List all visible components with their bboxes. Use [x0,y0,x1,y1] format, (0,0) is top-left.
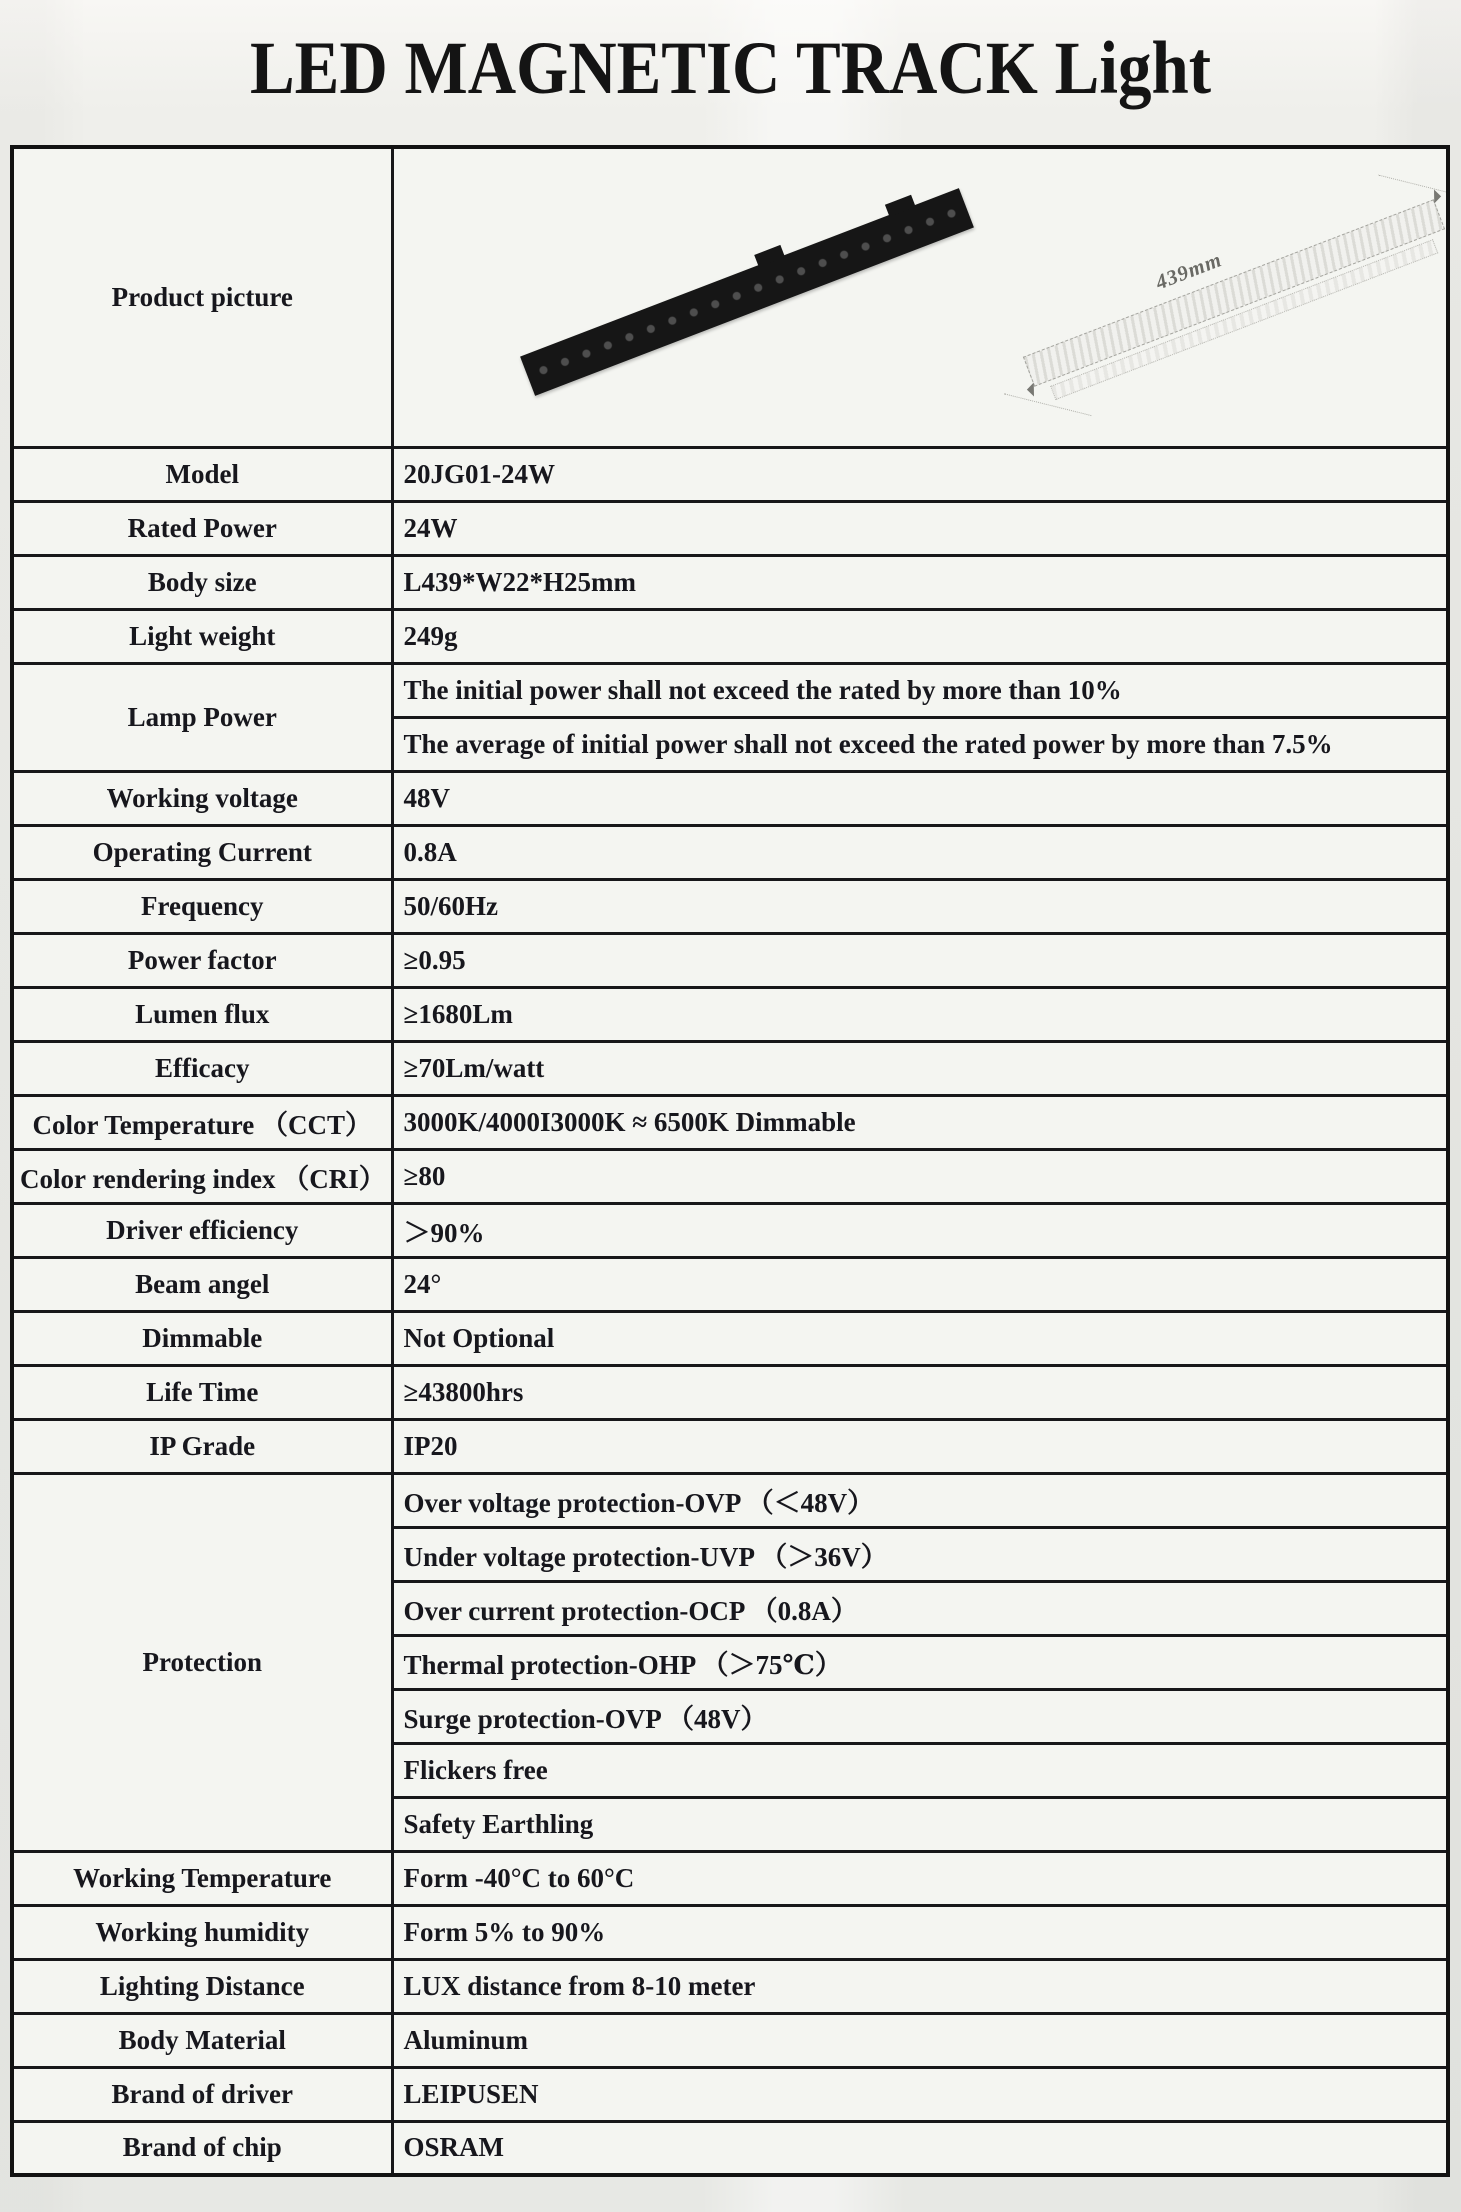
row-value-color-rendering-index: ≥80 [392,1149,1448,1203]
row-label-color-temperature: Color Temperature （CCT） [12,1095,392,1149]
row-label-light-weight: Light weight [12,609,392,663]
table-row-efficacy [12,1041,1448,1095]
row-label-life-time: Life Time [12,1365,392,1419]
row-label-dimmable: Dimmable [12,1311,392,1365]
row-value-lighting-distance: LUX distance from 8-10 meter [392,1959,1448,2013]
table-row-brand-of-driver [12,2067,1448,2121]
table-row-model [12,447,1448,501]
row-label-body-size: Body size [12,555,392,609]
row-value-working-voltage: 48V [392,771,1448,825]
table-row-ip-grade [12,1419,1448,1473]
row-label-driver-efficiency: Driver efficiency [12,1203,392,1257]
row-value-lamp-power-initial: The initial power shall not exceed the rated by more than 10% [392,663,1448,717]
row-label-power-factor: Power factor [12,933,392,987]
row-value-driver-efficiency: ＞90% [392,1203,1448,1257]
table-row-working-humidity [12,1905,1448,1959]
drawing-lower-face [1050,239,1438,400]
table-row-working-voltage [12,771,1448,825]
row-value-protection-ohp: Thermal protection-OHP （＞75℃） [392,1635,1448,1689]
dimension-guide-line [1003,393,1091,416]
product-picture-cell [392,147,1448,447]
dimension-label: 439mm [1151,247,1225,295]
table-row-frequency [12,879,1448,933]
dimension-drawing [1022,199,1444,387]
table-row-body-material [12,2013,1448,2067]
row-label-brand-of-chip: Brand of chip [12,2121,392,2175]
row-value-body-size: L439*W22*H25mm [392,555,1448,609]
product-photo-image [520,188,974,396]
row-value-lamp-power-average: The average of initial power shall not exceed the rated power by more than 7.5% [392,717,1448,771]
table-row-lamp-power-1 [12,663,1448,717]
row-label-lamp-power: Lamp Power [12,663,392,771]
page-title: LED MAGNETIC TRACK Light [249,27,1212,110]
row-value-life-time: ≥43800hrs [392,1365,1448,1419]
photo-mount-tab [754,245,785,267]
table-row-color-rendering-index [12,1149,1448,1203]
photo-mount-tab [884,195,915,217]
row-value-working-temperature: Form -40°C to 60°C [392,1851,1448,1905]
table-row-light-weight [12,609,1448,663]
row-value-protection-ocp: Over current protection-OCP （0.8A） [392,1581,1448,1635]
row-label-working-voltage: Working voltage [12,771,392,825]
row-value-protection-flickers: Flickers free [392,1743,1448,1797]
row-value-efficacy: ≥70Lm/watt [392,1041,1448,1095]
table-row-body-size [12,555,1448,609]
row-label-operating-current: Operating Current [12,825,392,879]
row-label-protection: Protection [12,1473,392,1851]
row-value-body-material: Aluminum [392,2013,1448,2067]
row-value-protection-uvp: Under voltage protection-UVP （＞36V） [392,1527,1448,1581]
table-row-product-picture [12,147,1448,447]
table-row-lumen-flux [12,987,1448,1041]
row-label-beam-angle: Beam angel [12,1257,392,1311]
row-value-light-weight: 249g [392,609,1448,663]
row-value-lumen-flux: ≥1680Lm [392,987,1448,1041]
table-row-rated-power [12,501,1448,555]
row-value-color-temperature: 3000K/4000I3000K ≈ 6500K Dimmable [392,1095,1448,1149]
row-label-lighting-distance: Lighting Distance [12,1959,392,2013]
table-row-brand-of-chip [12,2121,1448,2175]
dimension-arrow-icon [1019,383,1033,397]
table-row-dimmable [12,1311,1448,1365]
table-row-operating-current [12,825,1448,879]
row-label-efficacy: Efficacy [12,1041,392,1095]
table-row-lighting-distance [12,1959,1448,2013]
spec-table [10,145,1450,2177]
row-value-protection-earthling: Safety Earthling [392,1797,1448,1851]
row-label-lumen-flux: Lumen flux [12,987,392,1041]
row-value-protection-surge: Surge protection-OVP （48V） [392,1689,1448,1743]
row-label-frequency: Frequency [12,879,392,933]
row-value-operating-current: 0.8A [392,825,1448,879]
row-value-protection-ovp: Over voltage protection-OVP （＜48V） [392,1473,1448,1527]
row-label-rated-power: Rated Power [12,501,392,555]
row-label-brand-of-driver: Brand of driver [12,2067,392,2121]
table-row-color-temperature [12,1095,1448,1149]
row-value-brand-of-chip: OSRAM [392,2121,1448,2175]
row-label-body-material: Body Material [12,2013,392,2067]
table-row-life-time [12,1365,1448,1419]
table-row-working-temperature [12,1851,1448,1905]
product-picture-label: Product picture [12,147,392,447]
row-value-dimmable: Not Optional [392,1311,1448,1365]
row-value-frequency: 50/60Hz [392,879,1448,933]
row-label-ip-grade: IP Grade [12,1419,392,1473]
row-value-ip-grade: IP20 [392,1419,1448,1473]
row-label-model: Model [12,447,392,501]
table-row-driver-efficiency [12,1203,1448,1257]
row-value-rated-power: 24W [392,501,1448,555]
row-value-beam-angle: 24° [392,1257,1448,1311]
row-label-working-temperature: Working Temperature [12,1851,392,1905]
row-value-model: 20JG01-24W [392,447,1448,501]
row-label-color-rendering-index: Color rendering index （CRI） [12,1149,392,1203]
row-label-working-humidity: Working humidity [12,1905,392,1959]
table-row-beam-angle [12,1257,1448,1311]
row-value-brand-of-driver: LEIPUSEN [392,2067,1448,2121]
row-value-working-humidity: Form 5% to 90% [392,1905,1448,1959]
table-row-power-factor [12,933,1448,987]
table-row-protection-1 [12,1473,1448,1527]
row-value-power-factor: ≥0.95 [392,933,1448,987]
